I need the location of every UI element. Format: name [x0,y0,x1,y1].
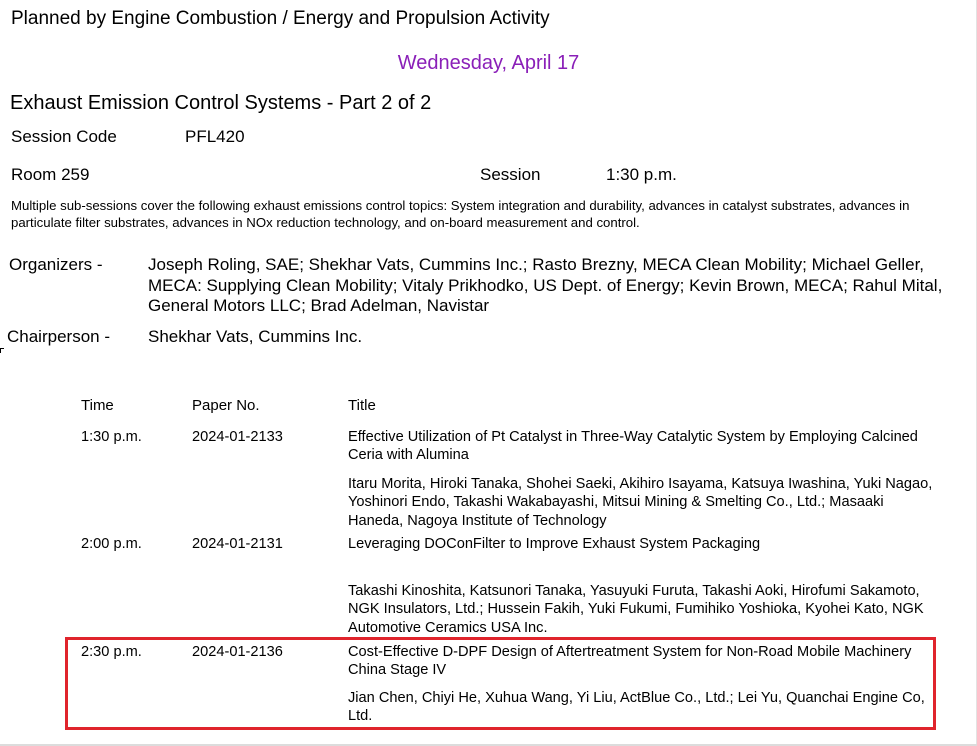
row-paper-number: 2024-01-2136 [192,644,283,660]
session-code-label: Session Code [11,127,117,146]
column-header-paper-no: Paper No. [192,397,260,414]
column-header-time: Time [81,397,114,414]
session-description: Multiple sub-sessions cover the following exhaust emissions control topics: System integration and durability, advances in catalyst substrates, advances in particulate filter substrates, advances in NOx reduction technology, and on-board measurement and control. [11,198,910,230]
session-title: Exhaust Emission Control Systems - Part 2 of 2 [10,92,432,114]
row-paper-title: Leveraging DOConFilter to Improve Exhaust System Packaging [348,536,761,552]
row-paper-number: 2024-01-2131 [192,536,283,552]
session-date: Wednesday, April 17 [397,52,580,74]
chairperson-label: Chairperson - [7,327,110,346]
planned-by-heading: Planned by Engine Combustion / Energy and Propulsion Activity [11,8,550,29]
session-time: 1:30 p.m. [606,165,677,184]
chairperson-name: Shekhar Vats, Cummins Inc. [148,327,363,346]
row-paper-title: Cost-Effective D-DPF Design of Aftertreatment System for Non-Road Mobile Machinery China Stage IV [348,644,912,679]
organizers-list: Joseph Roling, SAE; Shekhar Vats, Cummins Inc.; Rasto Brezny, MECA Clean Mobility; Michael Geller, MECA: Supplying Clean Mobility; Vitaly Prikhodko, US Dept. of Energy; Kevin Brown, MECA; Rahul Mital, General Motors LLC; Brad Adelman, Navistar [148,255,943,315]
row-paper-number: 2024-01-2133 [192,429,283,445]
row-authors: Jian Chen, Chiyi He, Xuhua Wang, Yi Liu, ActBlue Co., Ltd.; Lei Yu, Quanchai Engine Co, Ltd. [348,690,925,725]
page-corner-mark [0,348,4,353]
row-time: 2:00 p.m. [81,536,142,552]
column-header-title: Title [348,397,376,414]
row-authors: Takashi Kinoshita, Katsunori Tanaka, Yasuyuki Furuta, Takashi Aoki, Hirofumi Sakamoto, NGK Insulators, Ltd.; Hussein Fakih, Yuki Fukumi, Fumihiko Yoshioka, Kyohei Kato, NGK Automotive Ceramics USA Inc. [348,583,924,636]
organizers-label: Organizers - [9,255,103,274]
row-authors: Itaru Morita, Hiroki Tanaka, Shohei Saeki, Akihiro Isayama, Katsuya Iwashina, Yuki Nagao, Yoshinori Endo, Takashi Wakabayashi, Mitsui Mining & Smelting Co., Ltd.; Masaaki Haneda, Nagoya Institute of Technology [348,476,933,529]
row-time: 2:30 p.m. [81,644,142,660]
row-paper-title: Effective Utilization of Pt Catalyst in Three-Way Catalytic System by Employing Calcined Ceria with Alumina [348,429,918,464]
session-code-value: PFL420 [185,127,245,146]
row-time: 1:30 p.m. [81,429,142,445]
room-label: Room 259 [11,165,90,184]
session-label: Session [480,165,541,184]
